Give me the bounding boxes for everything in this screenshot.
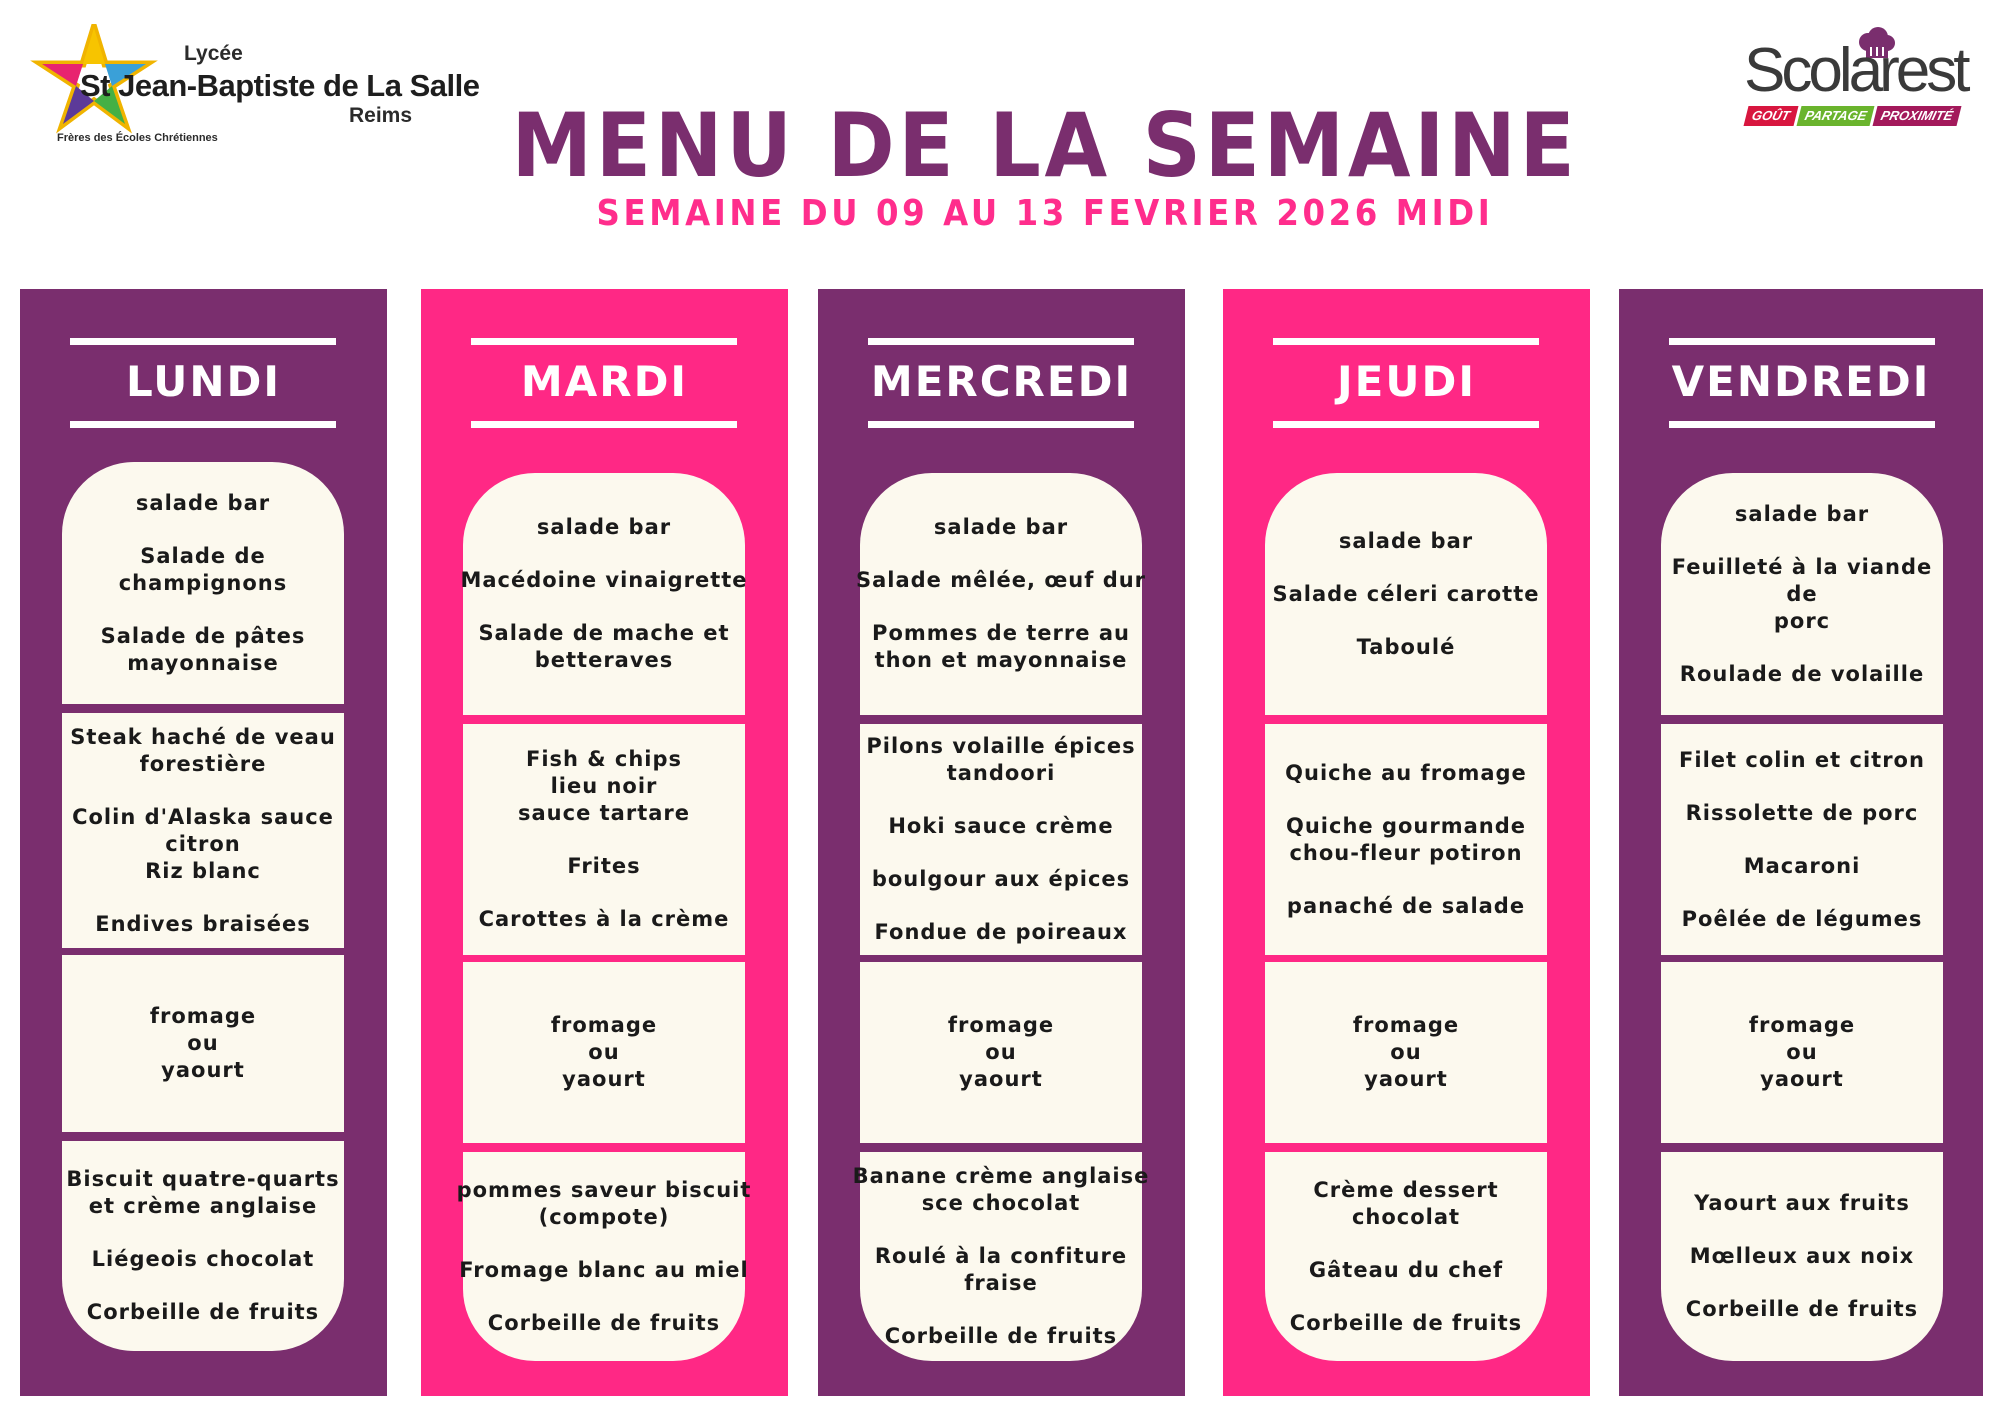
dessert-section [852,1152,1150,1361]
menu-item: salade bar [536,515,672,539]
divider-line [868,338,1134,345]
menu-item: Frites [567,854,641,878]
main-course-section [1661,724,1943,955]
divider-line [471,338,737,345]
menu-item: Gâteau du chef [1308,1257,1504,1282]
menu-item: Macédoine vinaigrette [460,568,748,592]
menu-item: Rissolette de porc [1685,800,1919,825]
menu-item: Corbeille de fruits [1289,1310,1523,1335]
menu-item: Carottes à la crème [478,907,730,931]
day-name: JEUDI [1337,357,1476,406]
menu-item: fromage ou yaourt [149,1004,257,1082]
menu-item: panaché de salade [1286,893,1526,918]
divider-line [1669,421,1935,428]
menu-item: boulgour aux épices [871,867,1131,891]
menu-item: fromage ou yaourt [1352,1013,1460,1091]
menu-item: Salade mêlée, œuf dur [855,568,1147,592]
main-course-section [860,724,1142,955]
menu-item: Quiche gourmande chou-fleur potiron [1286,813,1526,865]
menu-item: fromage ou yaourt [550,1013,658,1091]
main-course-section [1265,724,1547,955]
menu-item: Colin d'Alaska sauce citron Riz blanc [72,804,334,883]
menu-item: salade bar [1734,501,1870,526]
menu-item: Biscuit quatre-quarts et crème anglaise [66,1167,340,1218]
dairy-section [860,962,1142,1143]
day-name: VENDREDI [1671,357,1931,406]
menu-item: Corbeille de fruits [487,1310,721,1335]
menu-item: Taboulé [1356,634,1456,659]
menu-item: salade bar [933,515,1069,539]
menu-item: Macaroni [1743,853,1861,878]
menu-item: salade bar [135,490,271,515]
starter-section [855,473,1147,715]
day-name: LUNDI [125,357,281,406]
divider-line [471,421,737,428]
menu-item: fromage ou yaourt [947,1013,1055,1091]
menu-item: Steak haché de veau forestière [70,724,336,776]
menu-item: Hoki sauce crème [888,814,1114,838]
menu-item: Corbeille de fruits [86,1300,320,1324]
divider-line [70,338,336,345]
menu-item: pommes saveur biscuit (compote) [456,1177,752,1229]
day-column-jeudi [1223,289,1590,1396]
starter-section [1265,473,1547,715]
menu-item: Poêlée de légumes [1681,906,1923,931]
brand-tag: GOÛT [1744,106,1799,126]
dessert-section [1265,1152,1547,1361]
menu-item: Salade de pâtes mayonnaise [100,623,306,675]
menu-item: Feuilleté à la viande de porc [1671,554,1933,633]
menu-item: Fondue de poireaux [874,920,1128,944]
starter-section [1661,473,1943,715]
day-column-mardi [421,289,788,1396]
day-column-mercredi [818,289,1185,1396]
dessert-section [62,1141,344,1351]
menu-item: Yaourt aux fruits [1694,1191,1910,1215]
page-subtitle: SEMAINE DU 09 AU 13 FEVRIER 2026 MIDI [596,193,1494,234]
menu-item: Salade de mache et betteraves [478,621,730,672]
menu-item: Roulé à la confiture fraise [874,1244,1128,1295]
school-city: Reims [349,104,413,127]
menu-item: Endives braisées [95,911,311,936]
divider-line [1273,338,1539,345]
menu-item: Roulade de volaille [1679,661,1925,686]
brand-tag: PARTAGE [1796,106,1874,126]
menu-item: Banane crème anglaise sce chocolat [852,1164,1150,1215]
main-course-section [62,713,344,948]
starter-section [460,473,748,715]
day-name: MARDI [520,357,689,406]
divider-line [70,421,336,428]
menu-item: Fromage blanc au miel [459,1257,749,1282]
day-column-lundi [20,289,387,1396]
divider-line [1669,338,1935,345]
menu-item: Salade céleri carotte [1272,581,1540,606]
divider-line [1273,421,1539,428]
dessert-section [1661,1152,1943,1361]
school-type: Lycée [184,42,243,65]
menu-item: Filet colin et citron [1679,747,1925,772]
menu-item: Salade de champignons [118,543,288,595]
school-congregation: Frères des Écoles Chrétiennes [57,132,218,144]
main-course-section [463,724,745,955]
dairy-section [1661,962,1943,1143]
dairy-section [62,955,344,1132]
menu-item: salade bar [1338,528,1474,553]
page-title: MENU DE LA SEMAINE [511,94,1579,197]
menu-item: Corbeille de fruits [884,1324,1118,1348]
menu-item: Pommes de terre au thon et mayonnaise [872,621,1130,672]
brand-name: Scolarest [1744,36,1967,105]
dairy-section [1265,962,1547,1143]
brand-tag: PROXIMITÉ [1872,106,1961,126]
day-column-vendredi [1619,289,1983,1396]
menu-item: Mœlleux aux noix [1689,1244,1915,1268]
menu-item: Corbeille de fruits [1685,1297,1919,1321]
day-name: MERCREDI [870,357,1133,406]
menu-item: Quiche au fromage [1285,760,1527,785]
menu-item: Fish & chips lieu noir sauce tartare [518,747,690,825]
school-name: St Jean-Baptiste de La Salle [80,68,480,103]
menu-item: Pilons volaille épices tandoori [866,734,1136,785]
menu-item: fromage ou yaourt [1748,1013,1856,1091]
starter-section [62,462,344,704]
dessert-section [456,1152,752,1361]
menu-item: Crème dessert chocolat [1313,1177,1499,1229]
dairy-section [463,962,745,1143]
menu-item: Liégeois chocolat [91,1247,315,1271]
divider-line [868,421,1134,428]
